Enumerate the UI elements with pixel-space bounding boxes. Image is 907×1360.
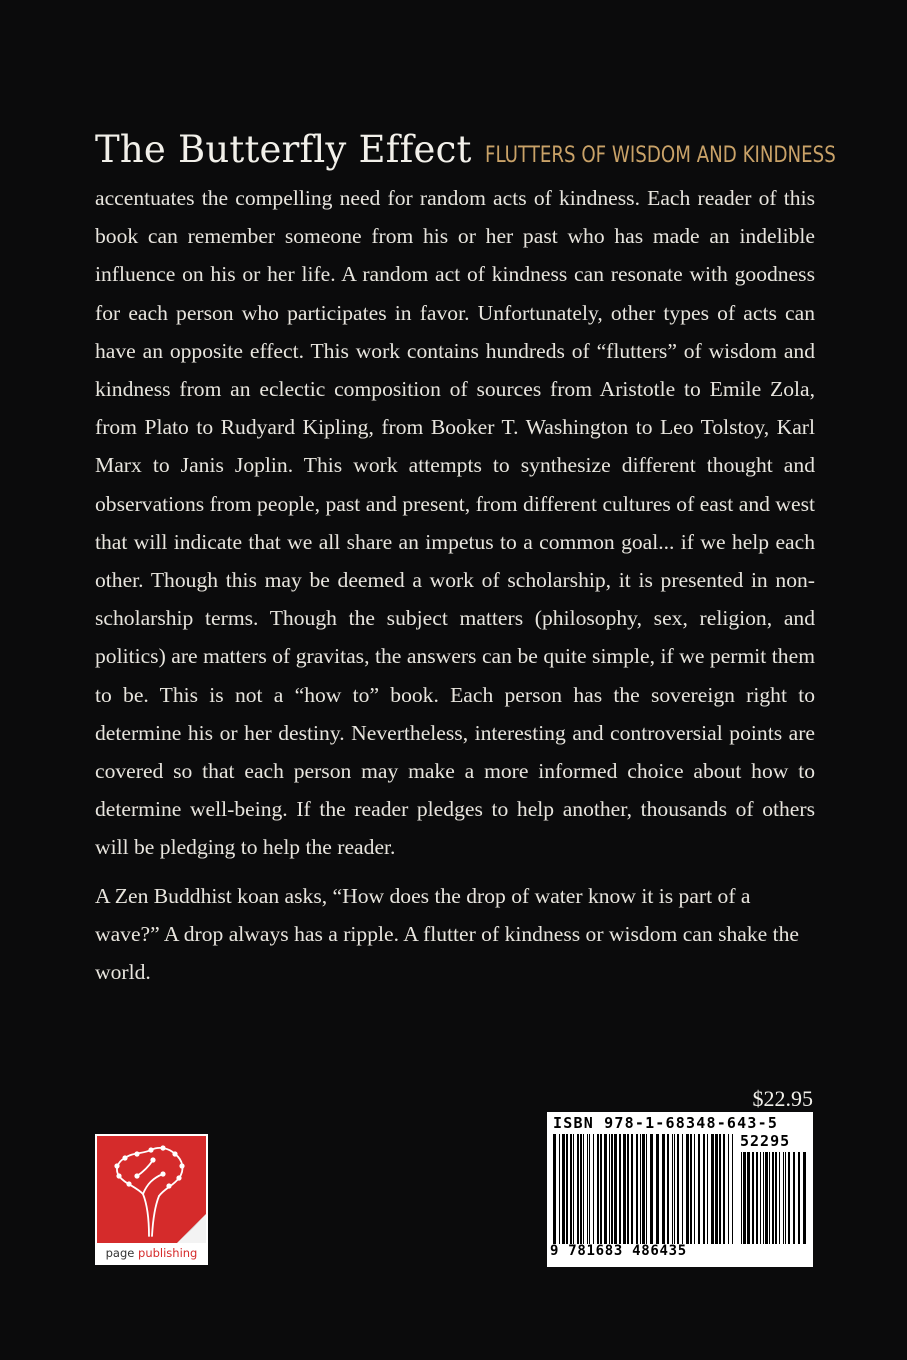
publisher-name-part: publishing — [138, 1246, 198, 1260]
barcode-bar — [769, 1152, 770, 1244]
publisher-name-part: page — [105, 1246, 135, 1260]
barcode-bar — [779, 1152, 780, 1244]
barcode-bar — [694, 1134, 695, 1244]
barcode-bar — [788, 1152, 790, 1244]
book-subtitle: FLUTTERS OF WISDOM AND KINDNESS — [484, 143, 836, 168]
barcode-bar — [597, 1134, 599, 1244]
barcode-bar — [593, 1134, 594, 1244]
barcode-bar — [583, 1134, 584, 1244]
barcode-bar — [723, 1134, 725, 1244]
barcode-bar — [756, 1152, 758, 1244]
logo-tree-panel — [97, 1136, 206, 1243]
barcode-bar — [803, 1152, 806, 1244]
barcode-bar — [682, 1134, 683, 1244]
barcode-bar — [711, 1134, 714, 1244]
barcode-bar — [562, 1134, 565, 1244]
barcode-bar — [785, 1152, 786, 1244]
barcode-bar — [611, 1134, 613, 1244]
barcode-bar — [672, 1134, 673, 1244]
price-addon-bars — [741, 1152, 807, 1244]
barcode-bar — [619, 1134, 621, 1244]
barcode-bar — [650, 1134, 653, 1244]
barcode-bar — [741, 1152, 742, 1244]
barcode-bar — [698, 1134, 700, 1244]
barcode-bar — [775, 1152, 777, 1244]
barcode-bar — [772, 1152, 774, 1244]
barcode-bar — [580, 1134, 582, 1244]
barcode-bar — [577, 1134, 579, 1244]
barcode-bar — [636, 1134, 638, 1244]
barcode-bar — [646, 1134, 647, 1244]
barcode-bar — [614, 1134, 617, 1244]
blurb — [95, 179, 815, 991]
price: $22.95 — [752, 1086, 813, 1111]
barcode-bar — [732, 1134, 733, 1244]
title-line — [95, 128, 836, 176]
barcode-bar — [686, 1134, 689, 1244]
barcode-bars — [553, 1134, 737, 1244]
barcode-bar — [609, 1134, 610, 1244]
barcode-bar — [667, 1134, 669, 1244]
barcode-bar — [763, 1152, 764, 1244]
barcode-bar — [677, 1134, 679, 1244]
barcode-bar — [719, 1134, 721, 1244]
isbn-barcode — [547, 1112, 813, 1267]
barcode-bar — [631, 1134, 633, 1244]
isbn-label: ISBN 978-1-68348-643-5 — [553, 1114, 779, 1132]
barcode-bar — [690, 1134, 692, 1244]
barcode-bar — [798, 1152, 800, 1244]
barcode-bar — [573, 1134, 574, 1244]
barcode-bar — [743, 1152, 746, 1244]
barcode-bar — [765, 1152, 768, 1244]
barcode-bar — [656, 1134, 659, 1244]
barcode-bar — [589, 1134, 590, 1244]
barcode-bar — [600, 1134, 602, 1244]
blurb-paragraph: accentuates the compelling need for random acts of kindness. Each reader of this book can remember someone from his or her past who has made an indelible influence on his or her life. A random act of kindness can resonate with goodness for each person who participates in favor. Unfortunately, other types of acts can have an opposite effect. This work contains hundreds of “flutters” of wisdom and kindness from an eclectic composition of sources from Aristotle to Emile Zola, from Plato to Rudyard Kipling, from Booker T. Washington to Leo Tolstoy, Karl Marx to Janis Joplin. This work attempts to synthesize different thought and observations from people, past and present, from different cultures of east and west that will indicate that we all share an impetus to a common goal... if we help each other. Though this may be deemed a work of scholarship, it is presented in non-scholarship terms. Though the subject matters (philosophy, sex, religion, and politics) are matters of gravitas, the answers can be quite simple, if we permit them to be. This is not a “how to” book. Each person has the sovereign right to determine his or her destiny. Nevertheless, interesting and controversial points are covered so that each person may make a more informed choice about how to determine well-being. If the reader pledges to help another, thousands of others will be pledging to help the reader. — [95, 186, 815, 860]
tree-icon — [97, 1136, 206, 1243]
barcode-bar — [793, 1152, 795, 1244]
publisher-name — [95, 1246, 208, 1260]
barcode-bar — [715, 1134, 718, 1244]
barcode-bar — [674, 1134, 675, 1244]
publisher-logo — [95, 1134, 208, 1265]
barcode-bar — [623, 1134, 626, 1244]
barcode-bar — [566, 1134, 568, 1244]
barcode-bar — [553, 1134, 556, 1244]
barcode-bar — [640, 1134, 641, 1244]
barcode-bar — [627, 1134, 629, 1244]
barcode-bar — [703, 1134, 705, 1244]
blurb-paragraph: A Zen Buddhist koan asks, “How does the drop of water know it is part of a wave?” A drop always has a ripple. A flutter of kindness or wisdom can shake the world. — [95, 883, 800, 985]
barcode-bar — [728, 1134, 729, 1244]
barcode-bar — [760, 1152, 761, 1244]
barcode-bar — [752, 1152, 754, 1244]
barcode-bar — [642, 1134, 645, 1244]
barcode-bar — [783, 1152, 784, 1244]
barcode-bar — [570, 1134, 572, 1244]
barcode-digits: 9 781683 486435 — [550, 1243, 687, 1259]
book-title: The Butterfly Effect — [95, 128, 472, 171]
barcode-bar — [587, 1134, 588, 1244]
barcode-bar — [604, 1134, 607, 1244]
price-code: 52295 — [740, 1132, 791, 1150]
barcode-bar — [662, 1134, 665, 1244]
barcode-bar — [747, 1152, 750, 1244]
barcode-bar — [707, 1134, 708, 1244]
barcode-bar — [559, 1134, 560, 1244]
